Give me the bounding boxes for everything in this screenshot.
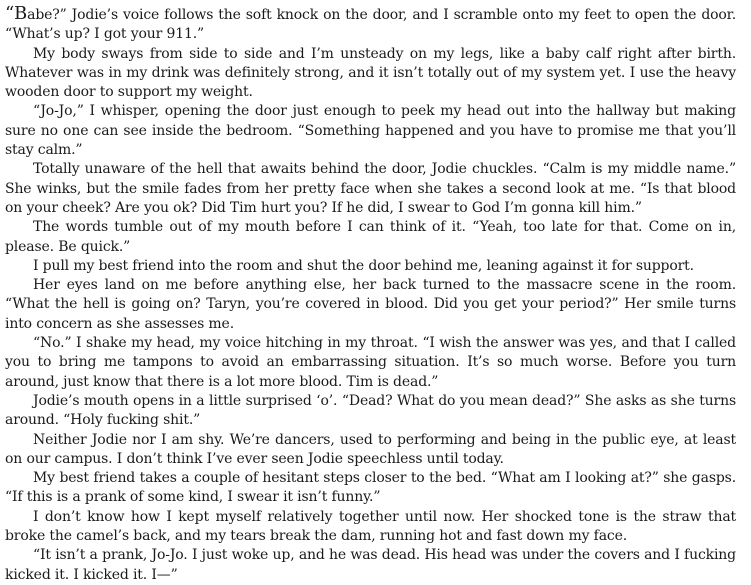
paragraph-1 [5, 4, 736, 45]
paragraph-6: I pull my best friend into the room and shut the door behind me, leaning against it for support. [33, 257, 694, 274]
paragraph-8: “No.” I shake my head, my voice hitching in my throat. “I wish the answer was yes, and that I called you to bring me tampons to avoid an embarrassing situation. It’s so much worse. Before you turn around, just know that there is a lot more blood. Tim is dead.” [5, 335, 736, 390]
paragraph-4: Totally unaware of the hell that awaits behind the door, Jodie chuckles. “Calm is my middle name.” She winks, but the smile fades from her pretty face when she takes a second look at me. “Is that blood on your cheek? Are you ok? Did Tim hurt you? If he did, I swear to God I’m gonna kill him.” [5, 161, 736, 216]
paragraph-13: “It isn’t a prank, Jo-Jo. I just woke up, and he was dead. His head was under the covers and I fucking kicked it. I kicked it. I—” [5, 547, 736, 583]
paragraph-9: Jodie’s mouth opens in a little surprised ‘o’. “Dead? What do you mean dead?” She asks as she turns around. “Holy fucking shit.” [5, 392, 736, 429]
paragraph-text: abe?” Jodie’s voice follows the soft knock on the door, and I scramble onto my feet to open the door. “What’s up? I got your 911.” [5, 7, 736, 43]
paragraph-7: Her eyes land on me before anything else, her back turned to the massacre scene in the room. “What the hell is going on? Taryn, you’re covered in blood. Did you get your period?” Her smile turns into concern as she assesses me. [5, 277, 736, 332]
paragraph-2: My body sways from side to side and I’m unsteady on my legs, like a baby calf right after birth. Whatever was in my drink was definitely strong, and it isn’t totally out of my system yet. I use the heavy wooden door to support my weight. [5, 45, 736, 101]
paragraph-12: I don’t know how I kept myself relatively together until now. Her shocked tone is the straw that broke the camel’s back, and my tears break the dam, running hot and fast down my face. [5, 508, 736, 545]
drop-cap: “B [5, 3, 28, 24]
paragraph-10: Neither Jodie nor I am shy. We’re dancers, used to performing and being in the public eye, at least on our campus. I don’t think I’ve ever seen Jodie speechless until today. [5, 431, 736, 467]
paragraph-5: The words tumble out of my mouth before I can think of it. “Yeah, too late for that. Come on in, please. Be quick.” [5, 219, 736, 255]
paragraph-3: “Jo-Jo,” I whisper, opening the door just enough to peek my head out into the hallway but making sure no one can see inside the bedroom. “Something happened and you have to promise me that you’ll stay calm.” [5, 103, 736, 159]
paragraph-11: My best friend takes a couple of hesitant steps closer to the bed. “What am I looking at?” she gasps. “If this is a prank of some kind, I swear it isn’t funny.” [5, 470, 736, 506]
